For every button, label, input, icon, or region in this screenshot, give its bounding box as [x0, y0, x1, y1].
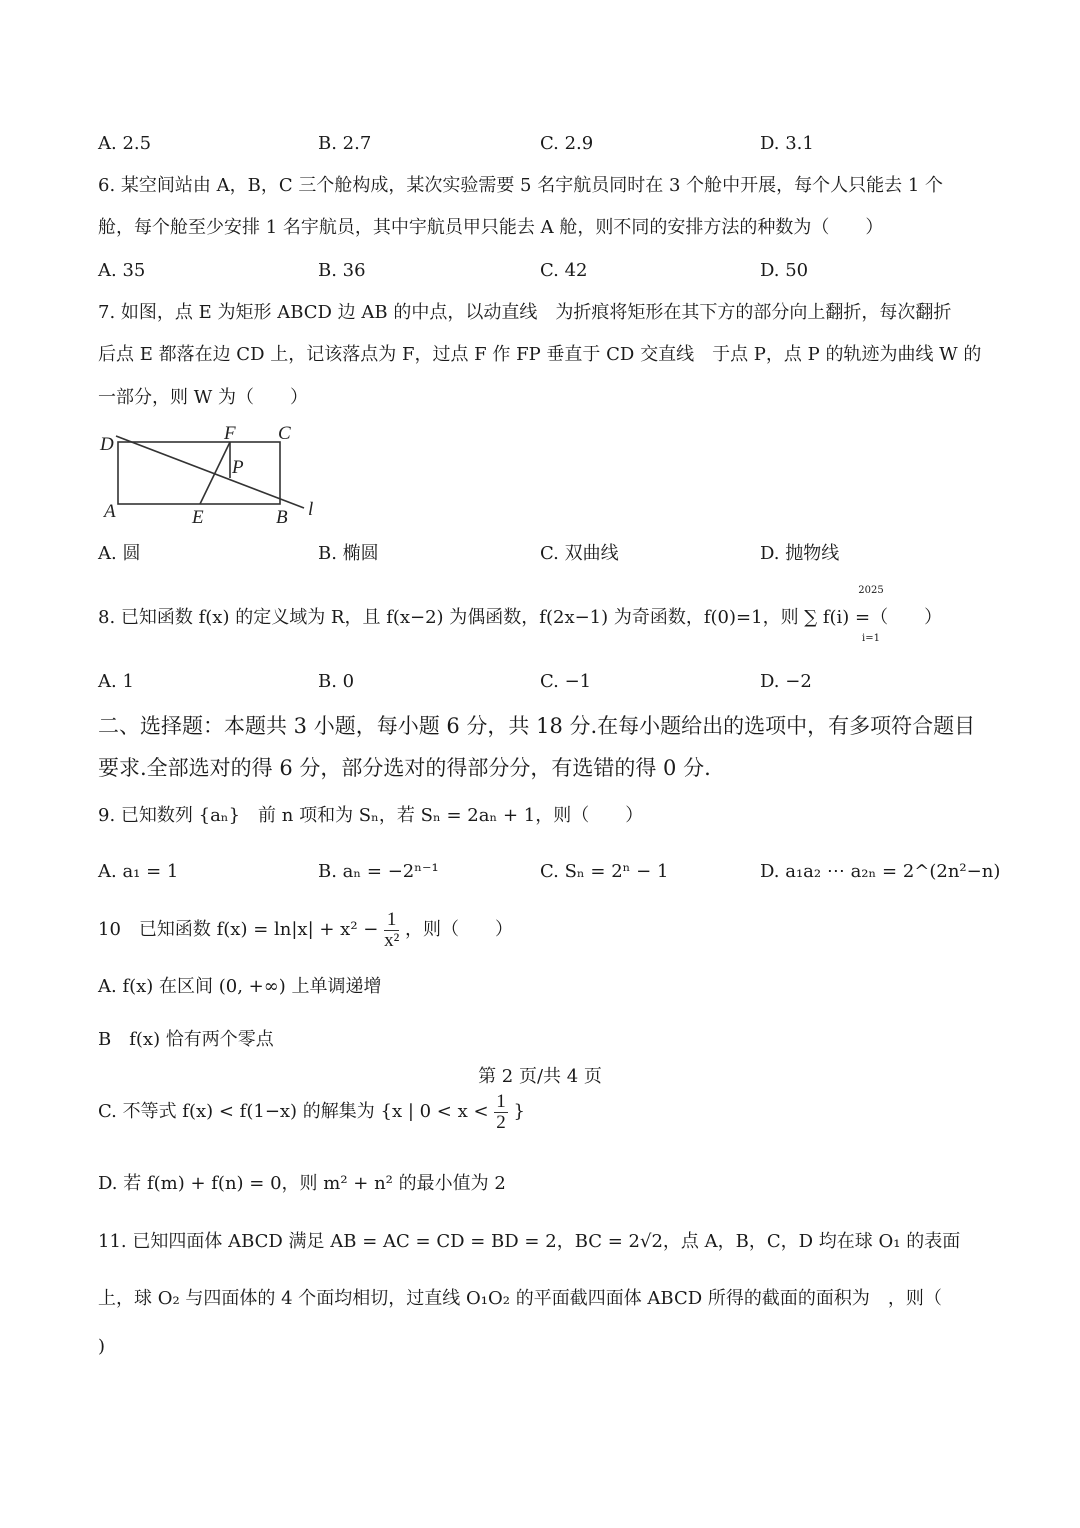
rectangle-abcd — [118, 442, 280, 504]
q7-option-c: C. 双曲线 — [540, 543, 619, 564]
q5-option-a: A. 2.5 — [98, 133, 152, 154]
q10-stem-suffix: ，则（ ） — [405, 919, 514, 940]
q10-option-c-suffix: } — [513, 1101, 525, 1122]
q6-option-b: B. 36 — [318, 260, 366, 281]
q9-option-d: D. a₁a₂ ⋯ a₂ₙ = 2^(2n²−n) — [760, 861, 1001, 882]
q8-sum-lower: i=1 — [862, 633, 880, 644]
label-d: D — [100, 434, 114, 455]
q8-sum-upper: 2025 — [858, 585, 884, 596]
q8-option-d: D. −2 — [760, 671, 812, 692]
q5-option-d: D. 3.1 — [760, 133, 814, 154]
q9-option-c: C. Sₙ = 2ⁿ − 1 — [540, 861, 669, 882]
q8-option-c: C. −1 — [540, 671, 592, 692]
q8-option-a: A. 1 — [98, 671, 134, 692]
q10-frac-numerator: 1 — [384, 910, 399, 931]
q9-option-a: A. a₁ = 1 — [98, 861, 179, 882]
label-l: l — [308, 499, 314, 520]
q10-stem — [98, 908, 982, 952]
section2-heading-line2: 要求.全部选对的得 6 分，部分选对的得部分分，有选错的得 0 分. — [98, 756, 711, 780]
q8-stem-text: 8. 已知函数 f(x) 的定义域为 R，且 f(x−2) 为偶函数，f(2x−1) 为奇函数，f(0)=1，则 ∑ f(i) =（ ） — [98, 607, 943, 628]
q7-stem-line2: 后点 E 都落在边 CD 上，记该落点为 F，过点 F 作 FP 垂直于 CD 交直线 于点 P，点 P 的轨迹为曲线 W 的 — [98, 344, 982, 365]
q10-stem-prefix: 10 已知函数 f(x) = ln|x| + x² − — [98, 919, 379, 940]
q10-option-c-prefix: C. 不等式 f(x) < f(1−x) 的解集为 {x | 0 < x < — [98, 1101, 489, 1122]
label-c: C — [278, 423, 291, 444]
q5-option-c: C. 2.9 — [540, 133, 594, 154]
q7-option-b: B. 椭圆 — [318, 543, 379, 564]
q11-stem-line2: 上，球 O₂ 与四面体的 4 个面均相切，过直线 O₁O₂ 的平面截四面体 ABCD 所得的截面的面积为 ，则（ — [98, 1288, 942, 1309]
q11-stem-line1: 11. 已知四面体 ABCD 满足 AB = AC = CD = BD = 2，BC = 2√2，点 A，B，C，D 均在球 O₁ 的表面 — [98, 1231, 961, 1252]
page-footer: 第 2 页/共 4 页 — [478, 1066, 602, 1087]
label-f: F — [224, 423, 236, 444]
q10-option-d: D. 若 f(m) + f(n) = 0，则 m² + n² 的最小值为 2 — [98, 1173, 506, 1194]
fold-line-l — [116, 436, 304, 508]
label-a: A — [104, 501, 116, 522]
q7-option-a: A. 圆 — [98, 543, 141, 564]
q7-option-d: D. 抛物线 — [760, 543, 840, 564]
q6-stem-line2: 舱，每个舱至少安排 1 名宇航员，其中宇航员甲只能去 A 舱，则不同的安排方法的种数为（ ） — [98, 217, 884, 238]
q6-option-c: C. 42 — [540, 260, 588, 281]
q6-option-a: A. 35 — [98, 260, 146, 281]
q10-option-c — [98, 1084, 982, 1140]
q10-fraction — [384, 910, 399, 951]
q10-option-c-numerator: 1 — [496, 1090, 506, 1112]
section2-heading-line1: 二、选择题：本题共 3 小题，每小题 6 分，共 18 分.在每小题给出的选项中，有多项符合题目 — [98, 714, 976, 738]
q9-stem: 9. 已知数列 {aₙ} 前 n 项和为 Sₙ，若 Sₙ = 2aₙ + 1，则（ ） — [98, 805, 644, 826]
q10-frac-denominator: x² — [384, 929, 400, 951]
q10-option-c-fraction — [494, 1092, 508, 1133]
label-p: P — [232, 457, 244, 478]
q8-option-b: B. 0 — [318, 671, 355, 692]
q10-option-b: B f(x) 恰有两个零点 — [98, 1029, 274, 1050]
q7-stem-line1: 7. 如图，点 E 为矩形 ABCD 边 AB 的中点，以动直线 为折痕将矩形在其下方的部分向上翻折，每次翻折 — [98, 302, 952, 323]
q7-rectangle-figure — [98, 420, 338, 535]
q5-option-b: B. 2.7 — [318, 133, 372, 154]
label-e: E — [192, 507, 204, 528]
segment-ef — [200, 442, 230, 504]
label-b: B — [276, 507, 288, 528]
q8-stem — [98, 604, 982, 632]
q10-option-a: A. f(x) 在区间 (0, +∞) 上单调递增 — [98, 976, 382, 997]
q9-option-b: B. aₙ = −2ⁿ⁻¹ — [318, 861, 439, 882]
q6-option-d: D. 50 — [760, 260, 809, 281]
q10-option-c-denominator: 2 — [496, 1111, 506, 1133]
q6-stem-line1: 6. 某空间站由 A，B，C 三个舱构成，某次实验需要 5 名宇航员同时在 3 个舱中开展，每个人只能去 1 个 — [98, 175, 944, 196]
q11-stem-line3: ) — [98, 1336, 106, 1357]
q7-stem-line3: 一部分，则 W 为（ ） — [98, 387, 308, 408]
